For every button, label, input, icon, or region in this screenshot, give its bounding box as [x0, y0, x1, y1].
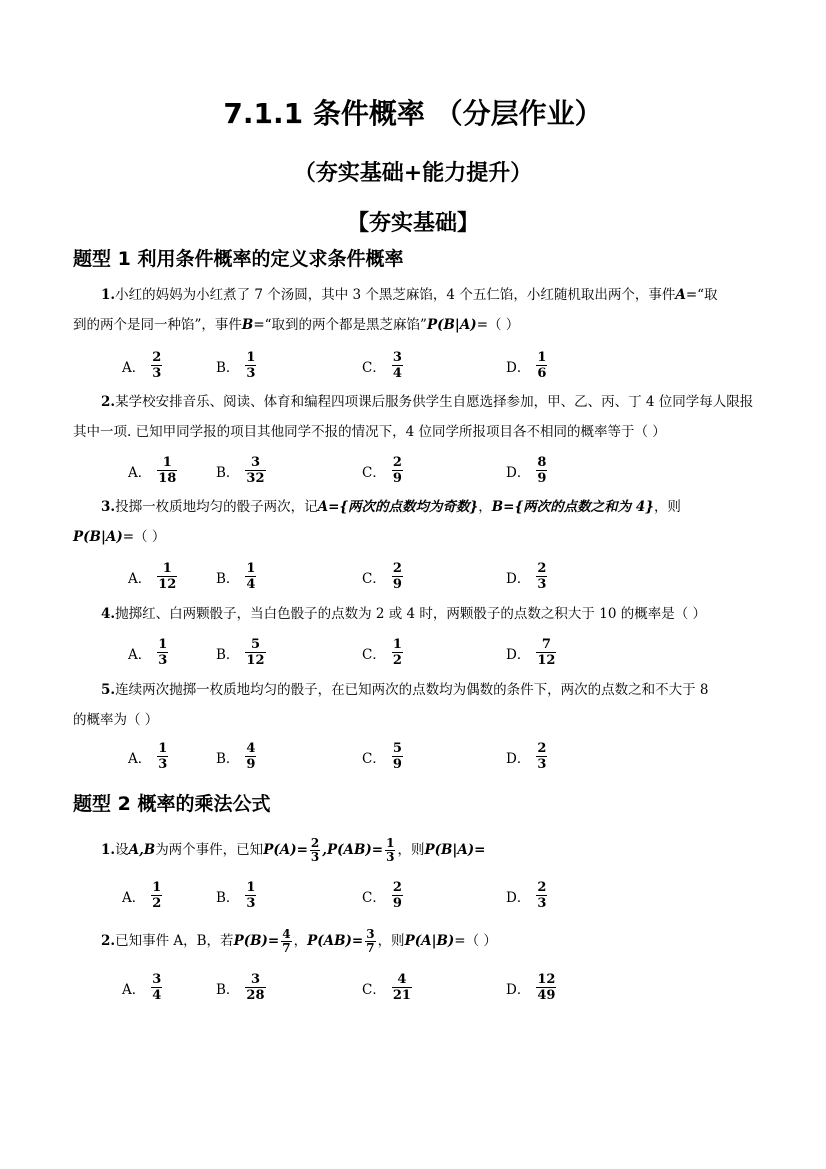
option-c: C． $\frac{2}{9}$ [362, 455, 402, 486]
option-a: A． $\frac{1}{12}$ [128, 561, 177, 592]
option-a: A． $\frac{1}{2}$ [122, 880, 162, 911]
topic-heading-1: 题型 1 利用条件概率的定义求条件概率 [73, 248, 404, 270]
question-1-2: 2.某学校安排音乐、阅读、体育和编程四项课后服务供学生自愿选择参加，甲、乙、丙、丁 4 位同学每人限报 其中一项. 已知甲同学报的项目其他同学不报的情况下，4 位同学所报项目各不相同的概率等于（ ） [73, 394, 754, 440]
option-d: D． $\frac{2}{3}$ [506, 561, 547, 592]
option-d: D． $\frac{2}{3}$ [506, 741, 547, 772]
option-c: C． $\frac{5}{9}$ [362, 741, 402, 772]
option-a: A． $\frac{1}{3}$ [128, 741, 168, 772]
question-2-2: 2.已知事件 A，B，若P(B)= $\frac{4}{7}$ ，P(AB)= $\frac{3}{7}$ ，则P(A|B)=（ ） [101, 927, 497, 955]
option-b: B． $\frac{1}{3}$ [216, 880, 256, 911]
option-b: B． $\frac{4}{9}$ [216, 741, 256, 772]
question-2-1: 1.设A,B为两个事件，已知P(A)= $\frac{2}{3}$ ,P(AB)= $\frac{1}{3}$ ，则P(B|A)= [101, 836, 486, 864]
option-b: B． $\frac{1}{4}$ [216, 561, 256, 592]
question-1-3: 3.投掷一枚质地均匀的骰子两次，记A={两次的点数均为奇数}，B={两次的点数之和为 4}，则 P(B|A)=（ ） [73, 499, 681, 545]
option-d: D． $\frac{7}{12}$ [506, 637, 556, 668]
question-1-1: 1.小红的妈妈为小红煮了 7 个汤圆，其中 3 个黑芝麻馅，4 个五仁馅，小红随机取出两个，事件A=“取 到的两个是同一种馅”，事件B=“取到的两个都是黑芝麻馅”P(B|A)=（ ） [73, 287, 718, 333]
option-a: A． $\frac{1}{18}$ [128, 455, 177, 486]
option-a: A． $\frac{1}{3}$ [128, 637, 168, 668]
option-c: C． $\frac{4}{21}$ [362, 972, 411, 1003]
page-subtitle: （夯实基础+能力提升） [293, 160, 533, 186]
option-d: D． $\frac{1}{6}$ [506, 350, 547, 381]
option-d: D． $\frac{8}{9}$ [506, 455, 547, 486]
option-a: A． $\frac{2}{3}$ [122, 350, 162, 381]
option-a: A． $\frac{3}{4}$ [122, 972, 162, 1003]
option-b: B． $\frac{5}{12}$ [216, 637, 265, 668]
topic-heading-2: 题型 2 概率的乘法公式 [73, 793, 271, 815]
option-c: C． $\frac{2}{9}$ [362, 561, 402, 592]
option-c: C． $\frac{3}{4}$ [362, 350, 402, 381]
section-heading: 【夯实基础】 [346, 210, 479, 236]
option-b: B． $\frac{3}{32}$ [216, 455, 265, 486]
option-c: C． $\frac{2}{9}$ [362, 880, 402, 911]
option-b: B． $\frac{1}{3}$ [216, 350, 256, 381]
option-b: B． $\frac{3}{28}$ [216, 972, 265, 1003]
question-1-4: 4.抛掷红、白两颗骰子，当白色骰子的点数为 2 或 4 时，两颗骰子的点数之积大于 10 的概率是（ ） [101, 606, 706, 622]
option-c: C． $\frac{1}{2}$ [362, 637, 402, 668]
page-title: 7.1.1 条件概率 （分层作业） [223, 97, 603, 130]
option-d: D． $\frac{2}{3}$ [506, 880, 547, 911]
question-1-5: 5.连续两次抛掷一枚质地均匀的骰子，在已知两次的点数均为偶数的条件下，两次的点数之和不大于 8 的概率为（ ） [73, 682, 709, 728]
option-d: D． $\frac{12}{49}$ [506, 972, 556, 1003]
